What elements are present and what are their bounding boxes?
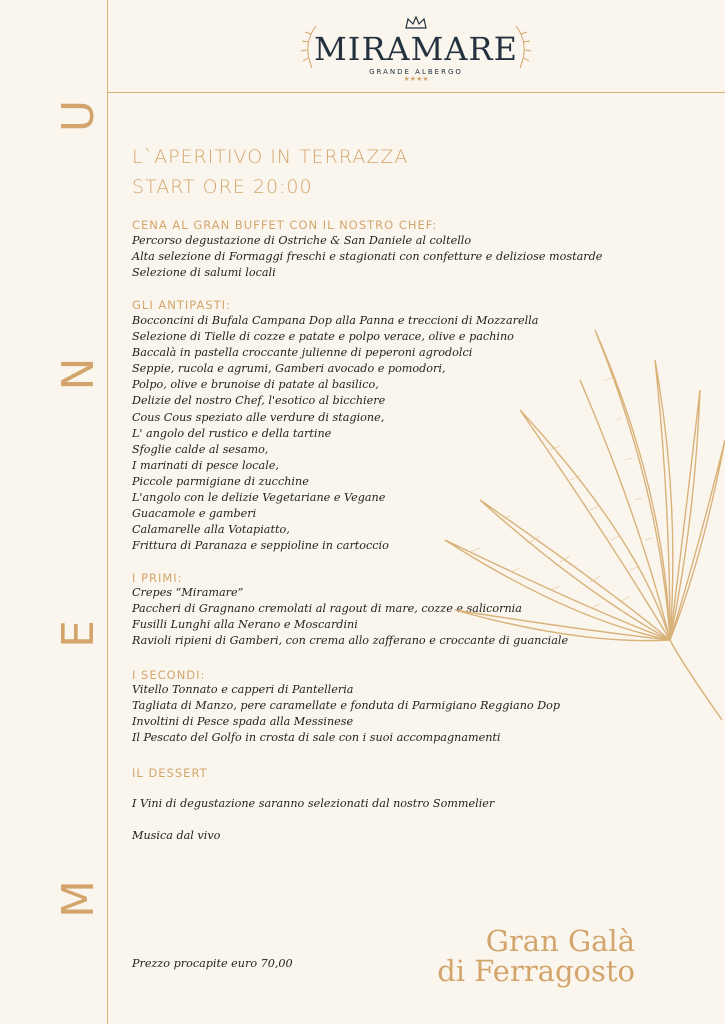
menu-item: Calamarelle alla Votapiatto,: [132, 523, 290, 537]
price-note: Prezzo procapite euro 70,00: [132, 957, 293, 970]
aperitivo-heading: L`APERITIVO IN TERRAZZA: [132, 146, 409, 168]
menu-item: Ravioli ripieni di Gamberi, con crema allo zafferano e croccante di guanciale: [132, 634, 569, 648]
gala-line-1: Gran Galà: [485, 924, 635, 958]
menu-item: Seppie, rucola e agrumi, Gamberi avocado e pomodori,: [132, 362, 446, 376]
menu-item: Cous Cous speziato alle verdure di stagione,: [132, 410, 385, 424]
header-divider: [107, 92, 725, 93]
menu-item: Piccole parmigiane di zucchine: [132, 474, 309, 488]
menu-letter: E: [53, 620, 104, 648]
menu-item: Tagliata di Manzo, pere caramellate e fonduta di Parmigiano Reggiano Dop: [132, 699, 561, 713]
side-menu-title: [55, 80, 105, 940]
section-title: I PRIMI:: [132, 571, 183, 585]
menu-item: L'angolo con le delizie Vegetariane e Vegane: [132, 491, 386, 505]
menu-item: Baccalà in pastella croccante julienne di peperoni agrodolci: [132, 346, 473, 360]
menu-letter: U: [53, 99, 104, 133]
gala-title: [437, 926, 635, 986]
menu-item: L' angolo del rustico e della tartine: [132, 426, 332, 440]
gala-line-2: di Ferragosto: [437, 954, 635, 988]
menu-item: I marinati di pesce locale,: [132, 458, 279, 472]
section-title: I SECONDI:: [132, 668, 206, 682]
logo-stars: ★★★★: [403, 75, 429, 83]
menu-item: Frittura di Paranaza e seppioline in cartoccio: [132, 539, 389, 553]
menu-item: Involtini di Pesce spada alla Messinese: [132, 715, 354, 729]
menu-item: Selezione di salumi locali: [132, 266, 276, 280]
section-items: [132, 233, 602, 281]
menu-item: Polpo, olive e brunoise di patate al basilico,: [132, 378, 379, 392]
menu-item: Alta selezione di Formaggi freschi e stagionati con confetture e deliziose mostarde: [132, 250, 603, 264]
logo-name: MIRAMARE: [314, 30, 518, 68]
section-title: CENA AL GRAN BUFFET CON IL NOSTRO CHEF:: [132, 218, 438, 232]
menu-item: Fusilli Lunghi alla Nerano e Moscardini: [132, 618, 358, 632]
menu-item: Vitello Tonnato e capperi di Pantelleria: [132, 683, 354, 696]
vertical-divider: [107, 0, 108, 1024]
music-note: Musica dal vivo: [132, 829, 221, 842]
menu-item: Delizie del nostro Chef, l'esotico al bicchiere: [132, 394, 386, 408]
hotel-logo: [300, 14, 532, 84]
menu-letter: M: [53, 880, 104, 918]
section-title: GLI ANTIPASTI:: [132, 298, 231, 312]
palm-leaf-illustration: [440, 320, 725, 730]
menu-item: Paccheri di Gragnano cremolati al ragout di mare, cozze e salicornia: [132, 602, 522, 616]
menu-item: Sfoglie calde al sesamo,: [132, 442, 269, 456]
menu-item: Selezione di Tielle di cozze e patate e polpo verace, olive e pachino: [132, 330, 514, 344]
start-time-heading: START ORE 20:00: [132, 176, 313, 198]
menu-letter: N: [53, 357, 104, 391]
section-title: IL DESSERT: [132, 766, 208, 780]
menu-item: Bocconcini di Bufala Campana Dop alla Panna e treccioni di Mozzarella: [132, 314, 539, 327]
menu-item: Crepes “Miramare”: [132, 586, 244, 599]
menu-item: Percorso degustazione di Ostriche & San Daniele al coltello: [132, 234, 472, 247]
crown-icon: [404, 16, 428, 30]
menu-item: Il Pescato del Golfo in crosta di sale con i suoi accompagnamenti: [132, 731, 501, 745]
menu-item: Guacamole e gamberi: [132, 507, 257, 521]
logo-subtitle: GRANDE ALBERGO: [369, 68, 463, 76]
wine-note: I Vini di degustazione saranno selezionati dal nostro Sommelier: [132, 797, 495, 810]
